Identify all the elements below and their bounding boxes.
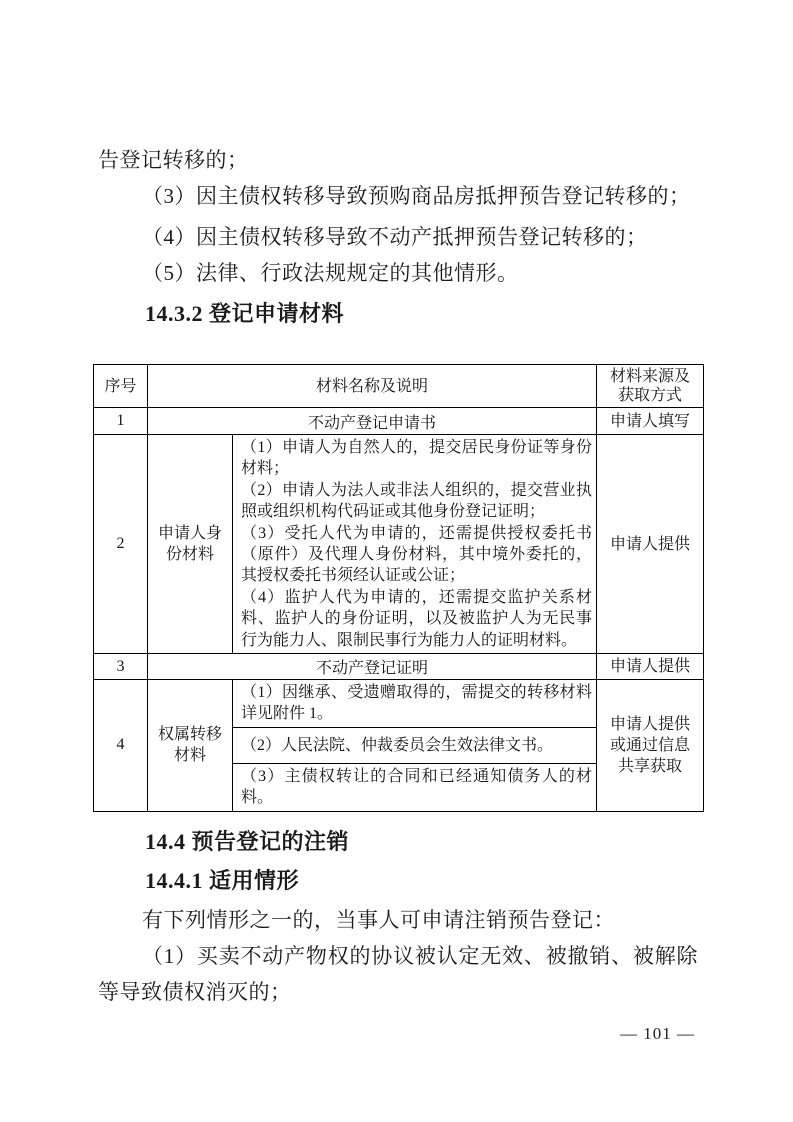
header-material-name: 材料名称及说明	[148, 365, 597, 408]
row2-category: 申请人身份材料	[148, 435, 233, 654]
row3-material-name: 不动产登记证明	[148, 654, 597, 680]
row2-item-2: （2）申请人为法人或非法人组织的，提交营业执照或组织机构代码证或其他身份登记证明；	[241, 481, 593, 521]
row3-seq: 3	[94, 654, 148, 680]
row1-source: 申请人填写	[597, 408, 704, 435]
section-heading-14-4: 14.4 预告登记的注销	[145, 828, 350, 854]
paragraph-continuation: 告登记转移的；	[98, 148, 249, 172]
row4-category: 权属转移材料	[148, 680, 233, 812]
paragraph-cancel-item-1: （1）买卖不动产物权的协议被认定无效、被撤销、被解除等导致债权消灭的；	[98, 943, 698, 1004]
row3-source: 申请人提供	[597, 654, 704, 680]
paragraph-item-3: （3）因主债权转移导致预购商品房抵押预告登记转移的；	[142, 184, 691, 208]
row4-item-2: （2）人民法院、仲裁委员会生效法律文书。	[233, 727, 597, 763]
row4-seq: 4	[94, 680, 148, 812]
row2-seq: 2	[94, 435, 148, 654]
section-heading-14-3-2: 14.3.2 登记申请材料	[145, 301, 345, 326]
section-heading-14-4-1: 14.4.1 适用情形	[145, 867, 300, 893]
row2-item-4: （4）监护人代为申请的，还需提交监护关系材料、监护人的身份证明，以及被监护人为无民事行为能力人、限制民事行为能力人的证明材料。	[241, 588, 593, 649]
row2-source: 申请人提供	[597, 435, 704, 654]
paragraph-item-5: （5）法律、行政法规规定的其他情形。	[142, 261, 519, 285]
table-row	[94, 435, 704, 654]
row4-item-1: （1）因继承、受遗赠取得的，需提交的转移材料详见附件 1。	[233, 680, 597, 728]
row1-seq: 1	[94, 408, 148, 435]
row2-item-1: （1）申请人为自然人的，提交居民身份证等身份材料；	[241, 439, 593, 478]
row2-description	[233, 435, 597, 654]
page-number: — 101 —	[620, 1024, 695, 1043]
materials-table	[93, 364, 704, 812]
paragraph-cancel-intro: 有下列情形之一的，当事人可申请注销预告登记：	[142, 907, 615, 932]
paragraph-item-4: （4）因主债权转移导致不动产抵押预告登记转移的；	[142, 225, 648, 249]
row1-material-name: 不动产登记申请书	[148, 408, 597, 435]
table-header-row	[94, 365, 704, 408]
header-material-source: 材料来源及获取方式	[597, 365, 704, 408]
table-row	[94, 654, 704, 680]
row4-item-3: （3）主债权转让的合同和已经通知债务人的材料。	[233, 763, 597, 811]
header-seq: 序号	[94, 365, 148, 408]
row2-item-3: （3）受托人代为申请的，还需提供授权委托书（原件）及代理人身份材料，其中境外委托的，其授权委托书须经认证或公证；	[241, 524, 593, 585]
table-row	[94, 408, 704, 435]
table-row	[94, 680, 704, 728]
row4-source: 申请人提供或通过信息共享获取	[597, 680, 704, 812]
